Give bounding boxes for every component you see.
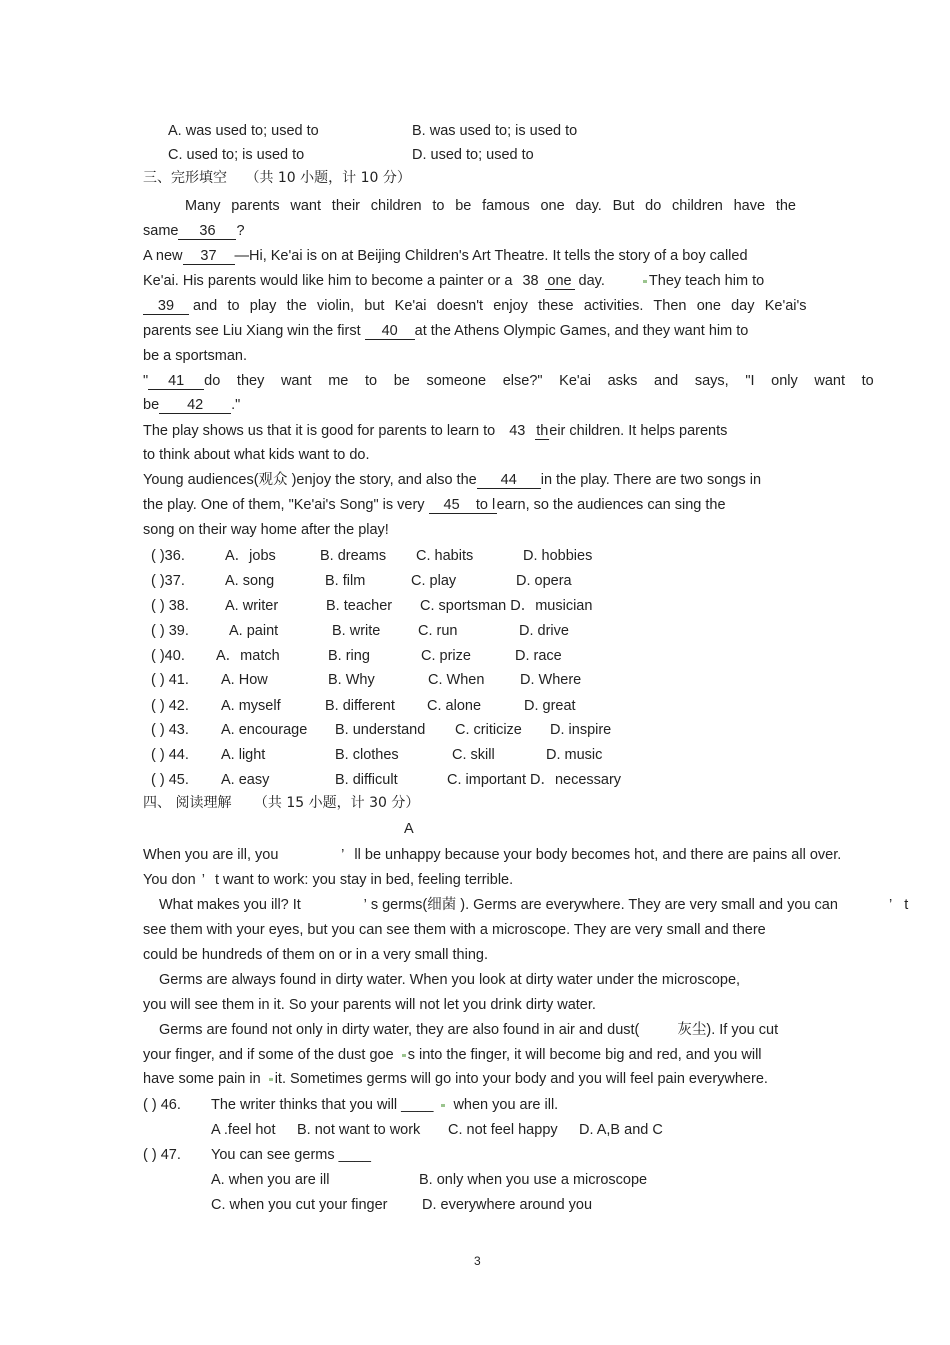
blank-36: 36 xyxy=(178,224,236,240)
prev-option-b: B. was used to; is used to xyxy=(412,123,578,139)
reading-line-2: You don ’ t want to work: you stay in bed, feeling terrible. xyxy=(143,872,514,888)
reading-line-10: have some pain in it. Sometimes germs will go into your body and you will feel pain everywhere. xyxy=(143,1071,768,1087)
green-mark xyxy=(441,1104,445,1107)
reading-line-6: Germs are always found in dirty water. When you look at dirty water under the microscope, xyxy=(159,972,741,988)
section4-title: 四、 阅读理解 xyxy=(143,795,232,811)
blank-38: 38 xyxy=(522,273,539,289)
green-mark xyxy=(269,1078,273,1081)
section3-note: （共 10 小题，计 10 分） xyxy=(245,170,411,186)
cloze-line-7: be a sportsman. xyxy=(143,348,247,364)
reading-line-7: you will see them in it. So your parents will not let you drink dirty water. xyxy=(143,997,596,1013)
cloze-line-1: Many parents want their children to be famous one day. But do children have the xyxy=(185,198,796,214)
blank-41: 41 xyxy=(148,374,204,390)
blank-40: 40 xyxy=(365,324,415,340)
cloze-line-10: The play shows us that it is good for parents to learn to 43 their children. It helps parents xyxy=(143,423,728,439)
green-mark xyxy=(643,280,647,283)
cloze-line-13: the play. One of them, "Ke'ai's Song" is very 45 to learn, so the audiences can sing the xyxy=(143,497,726,513)
cloze-line-4: Ke'ai. His parents would like him to become a painter or a 38 one day. They teach him to xyxy=(143,273,765,289)
cloze-line-11: to think about what kids want to do. xyxy=(143,447,370,463)
green-mark xyxy=(402,1054,406,1057)
prev-option-c: C. used to; is used to xyxy=(168,147,305,163)
reading-line-9: your finger, and if some of the dust goe s into the finger, it will become big and red, and you will xyxy=(143,1047,762,1063)
reading-line-8: Germs are found not only in dirty water, they are also found in air and dust( 灰尘). If you cut xyxy=(159,1022,779,1038)
page-number: 3 xyxy=(474,1254,481,1268)
reading-line-4: see them with your eyes, but you can see them with a microscope. They are very small and there xyxy=(143,922,766,938)
section4-heading xyxy=(143,794,419,812)
blank-42: 42 xyxy=(159,398,231,414)
reading-line-5: could be hundreds of them on or in a very small thing. xyxy=(143,947,488,963)
blank-37: 37 xyxy=(183,249,235,265)
section3-title: 三、完形填空 xyxy=(143,170,227,186)
passage-label: A xyxy=(404,821,414,837)
cloze-line-5: 39 and to play the violin, but Ke'ai doesn't enjoy these activities. Then one day Ke'ai's xyxy=(143,297,799,315)
reading-line-1: When you are ill, you ’ ll be unhappy because your body becomes hot, and there are pains all over. xyxy=(143,847,842,863)
cloze-line-14: song on their way home after the play! xyxy=(143,522,389,538)
cloze-line-2: same 36 ? xyxy=(143,223,245,239)
prev-option-a: A. was used to; used to xyxy=(168,123,319,139)
blank-45: 45 xyxy=(429,498,475,514)
prev-option-d: D. used to; used to xyxy=(412,147,534,163)
blank-43: 43 xyxy=(509,423,526,439)
cloze-line-3: A new 37 —Hi, Ke'ai is on at Beijing Children's Art Theatre. It tells the story of a boy called xyxy=(143,248,748,264)
reading-line-3: What makes you ill? It ’ s germs(细菌 ). Germs are everywhere. They are very small and you can xyxy=(159,897,838,913)
exam-page: A. was used to; used to B. was used to; is used to C. used to; is used to D. used to; used to 三、完形填空 （共 10 小题，计 10 分） Many parents want their children to be famous one day. But do children have the same 36 ? A new 37 —Hi, Ke'ai is on at Beijing Children's Art Theatre. It tells the story of a boy called Ke'ai. His parents would like him to become a painter or a 38 one day. They teach him to 39 and to play the violin, but Ke'ai doesn't enjoy these activities. Then one day Ke'ai's parents see Liu Xiang win the first 40 at the Athens Olympic Games, and they want him to be a sportsman. " 41 do they want me to be someone else?" Ke'ai asks and says, "I only want to be 42 ." The play shows us that it is good for parents to learn to 43 their children. It helps parents to think about what kids want to do. Young audiences(观众 )enjoy the story, and also the 44 in the play. There are two songs in the play. One of them, "Ke'ai's Song" is very 45 to learn, so the audiences can sing the song on their way home after the play! ( )36. A．jobs B. dreams C. habits D. hobbies ( )37. A. song B. film C. play D. opera ( ) 38. A. writer B. teacher C. sportsman D．musician ( ) 39. A. paint B. write C. run D. drive ( )40. A．match B. ring C. prize D. race ( ) 41. A. How B. Why C. When D. Where ( ) 42. A. myself B. different C. alone D. great ( ) 43. A. encourage B. understand C. criticize D. inspire ( ) 44. A. light B. clothes C. skill D. music ( ) 45. A. easy B. difficult C. important D．necessary 四、 阅读理解 （共 15 小题，计 30 分） A When you are ill, you ’ ll be unhappy because your body becomes hot, and there are pains all over. You don ’ t want to work: you stay in bed, feeling terrible. What makes you ill? It ’ s germs(细菌 ). Germs are everywhere. They are very small and you can ’ t see them with your eyes, but you can see them with a microscope. They are very small and there could be hundreds of them on or in a very small thing. Germs are always found in dirty water. When you look at dirty water under the microscope, you will see them in it. So your parents will not let you drink dirty water. Germs are found not only in dirty water, they are also found in air and dust( 灰尘). If you cut your finger, and if some of the dust goe s into the finger, it will become big and red, and you will have some pain in it. Sometimes germs will go into your body and you will feel pain everywhere. ( ) 46. The writer thinks that you will ____ when you are ill. A .feel hot B. not want to work C. not feel happy D. A,B and C ( ) 47. You can see germs ____ A. when you are ill B. only when you use a microscope C. when you cut your finger D. everywhere around you 3 xyxy=(143,123,909,1268)
cloze-line-9: be 42 ." xyxy=(143,397,241,413)
cloze-line-6: parents see Liu Xiang win the first 40 at the Athens Olympic Games, and they want him to xyxy=(143,323,749,339)
blank-44: 44 xyxy=(477,473,541,489)
reading-line-3-tail: ’ t xyxy=(889,897,909,913)
blank-39: 39 xyxy=(143,299,189,315)
cloze-line-8: " 41 do they want me to be someone else?" Ke'ai asks and says, "I only want to xyxy=(143,373,874,389)
section4-note: （共 15 小题，计 30 分） xyxy=(253,795,420,811)
cloze-line-12: Young audiences(观众 )enjoy the story, and also the 44 in the play. There are two songs in xyxy=(143,472,762,488)
section3-heading xyxy=(143,169,411,187)
